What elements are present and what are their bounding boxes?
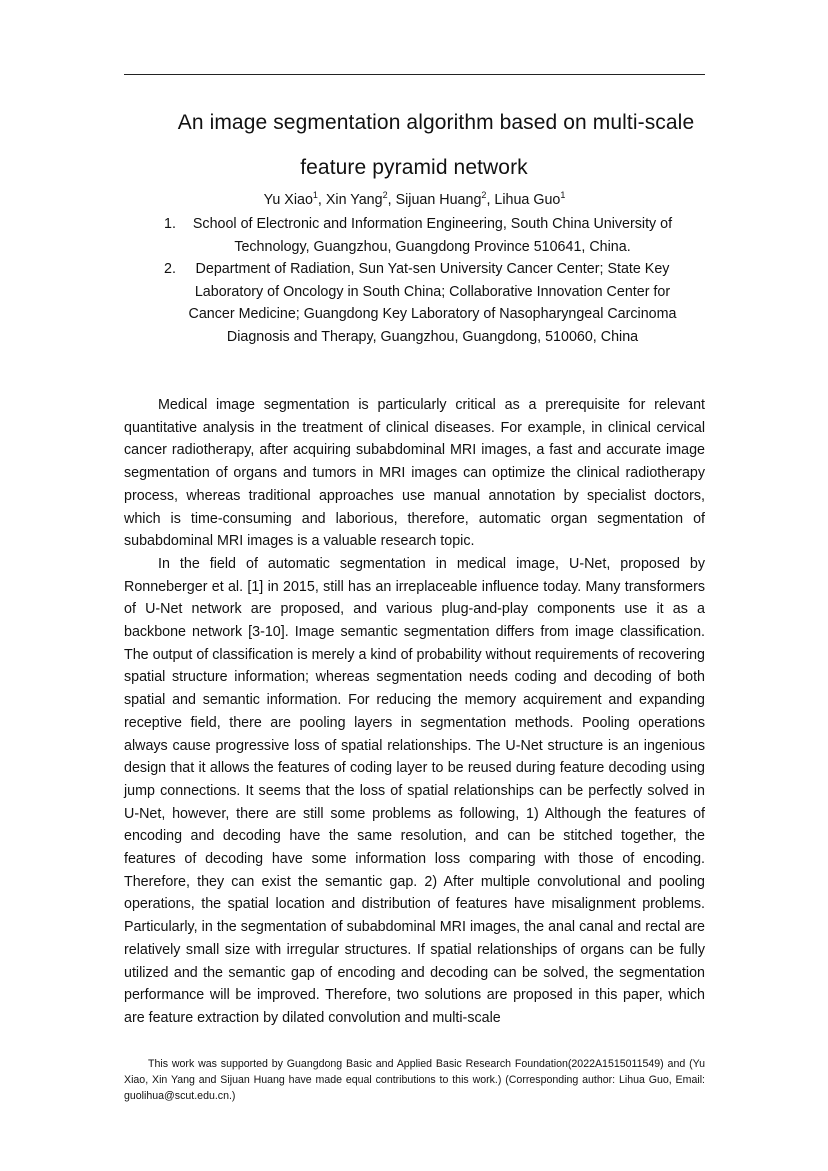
affiliation-1	[124, 213, 705, 258]
author-affiliation-mark: 2	[382, 190, 388, 201]
affiliation-line: Laboratory of Oncology in South China; Collaborative Innovation Center for	[194, 283, 671, 300]
paper-title-line-2: feature pyramid network	[300, 156, 528, 179]
author-name: Lihua Guo	[494, 192, 561, 208]
author-affiliation-mark: 1	[560, 190, 566, 201]
footnote	[124, 1056, 705, 1104]
affiliation-line: Cancer Medicine; Guangdong Key Laboratory of Nasopharyngeal Carcinoma	[188, 306, 677, 322]
header-rule	[124, 74, 705, 75]
affiliation-line: Technology, Guangzhou, Guangdong Province 510641, China.	[234, 238, 631, 255]
paper-title-line-1: An image segmentation algorithm based on multi-scale	[177, 111, 695, 134]
author-affiliation-mark: 2	[481, 190, 487, 201]
body-text	[124, 394, 705, 1030]
footnote-text: This work was supported by Guangdong Basic and Applied Basic Research Foundation(2022A1515011549) and (Yu Xiao, Xin Yang and Sijuan Huang have made equal contributions to this work.) (Corresponding author: Lihua Guo, Email: guolihua@scut.edu.cn.)	[124, 1058, 705, 1102]
author-name: Xin Yang	[325, 192, 383, 208]
body-paragraph: Medical image segmentation is particularly critical as a prerequisite for relevant quantitative analysis in the treatment of clinical diseases. For example, in clinical cervical cancer radiotherapy, after acquiring subabdominal MRI images, a fast and accurate image segmentation of organs and tumors in MRI images can optimize the clinical radiotherapy process, whereas traditional approaches use manual annotation by specialist doctors, which is time-consuming and laborious, therefore, automatic organ segmentation of subabdominal MRI images is a valuable research topic.	[124, 397, 705, 550]
body-paragraph: In the field of automatic segmentation in medical image, U-Net, proposed by Ronneberger et al. [1] in 2015, still has an irreplaceable influence today. Many transformers of U-Net network are proposed, and various plug-and-play components use it as a backbone network [3-10]. Image semantic segmentation differs from image classification. The output of classification is merely a kind of probability without requirements of recovering spatial structure information; whereas segmentation needs coding and decoding of both spatial and semantic information. For reducing the memory acquirement and expanding receptive field, there are pooling layers in segmentation methods. Pooling operations always cause progressive loss of spatial relationships. The U-Net structure is an ingenious design that it allows the features of coding layer to be reused during feature decoding using jump connections. It seems that the loss of spatial relationships can be perfectly solved in U-Net, however, there are still some problems as following, 1) Although the features of encoding and decoding have the same resolution, and can be stitched together, the features of decoding have some information loss comparing with those of encoding. Therefore, they can exist the semantic gap. 2) After multiple convolutional and pooling operations, the spatial location and distribution of features have misalignment problems. Particularly, in the segmentation of subabdominal MRI images, the anal canal and rectal are relatively small size with irregular structures. If spatial relationships of organs can be fully utilized and the semantic gap of encoding and decoding can be solved, the segmentation performance will be improved. Therefore, two solutions are proposed in this paper, which are feature extraction by dilated convolution and multi-scale	[124, 555, 705, 1026]
affiliation-2	[124, 258, 705, 348]
affiliation-number: 2.	[164, 261, 176, 277]
author-affiliation-mark: 1	[312, 190, 318, 201]
affiliation-number: 1.	[164, 216, 176, 232]
affiliation-line: Department of Radiation, Sun Yat-sen University Cancer Center; State Key	[195, 261, 670, 277]
author-name: Yu Xiao	[263, 192, 313, 208]
author-list: Yu Xiao$^1$, Xin Yang$^2$, Sijuan Huang$^2$, Lihua Guo$^1$	[263, 190, 566, 208]
author-name: Sijuan Huang	[395, 192, 482, 208]
affiliation-line: School of Electronic and Information Engineering, South China University of	[192, 216, 673, 232]
affiliation-line: Diagnosis and Therapy, Guangzhou, Guangdong, 510060, China	[226, 328, 639, 345]
